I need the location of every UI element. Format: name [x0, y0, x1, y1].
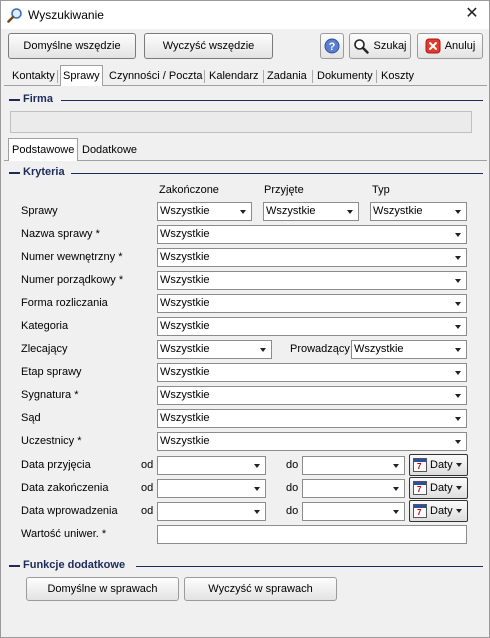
col-header-przyjete: Przyjęte	[264, 184, 304, 196]
przyjete-select[interactable]	[263, 202, 359, 221]
chevron-down-icon[interactable]	[450, 203, 466, 220]
search-icon	[353, 38, 369, 54]
forma-rozliczania-label: Forma rozliczania	[21, 297, 108, 309]
tab-czynnosci-poczta[interactable]: Czynności / Poczta	[109, 70, 203, 82]
chevron-down-icon[interactable]	[450, 433, 466, 450]
zakonczone-value: Wszystkie	[160, 205, 210, 217]
clear-in-cases-button[interactable]	[184, 577, 337, 601]
od-label: od	[141, 505, 154, 517]
search-button[interactable]	[349, 33, 411, 59]
help-button[interactable]	[320, 33, 344, 59]
do-label: do	[286, 482, 299, 494]
data-wprowadzenia-from[interactable]	[157, 502, 266, 521]
tab-zadania[interactable]: Zadania	[267, 70, 307, 82]
window-title: Wyszukiwanie	[28, 8, 104, 22]
forma-rozliczania-value: Wszystkie	[160, 297, 210, 309]
clear-everywhere-label: Wyczyść wszędzie	[162, 40, 255, 52]
zlecajacy-label: Zlecający	[21, 343, 68, 355]
zlecajacy-select[interactable]	[157, 340, 272, 359]
uczestnicy-select[interactable]	[157, 432, 467, 451]
firma-field	[10, 111, 472, 133]
tab-sprawy[interactable]: Sprawy	[60, 65, 103, 86]
sprawy-label: Sprawy	[21, 205, 58, 217]
tab-separator	[312, 70, 313, 83]
chevron-down-icon[interactable]	[388, 503, 404, 520]
uczestnicy-value: Wszystkie	[160, 435, 210, 447]
forma-rozliczania-select[interactable]	[157, 294, 467, 313]
col-header-zakonczone: Zakończone	[159, 184, 219, 196]
nazwa-sprawy-value: Wszystkie	[160, 228, 210, 240]
data-zakonczenia-from[interactable]	[157, 479, 266, 498]
kryteria-section-title: Kryteria	[20, 166, 68, 178]
sygnatura-select[interactable]	[157, 386, 467, 405]
prowadzacy-label: Prowadzący	[290, 343, 350, 355]
przyjete-value: Wszystkie	[266, 205, 316, 217]
do-label: do	[286, 459, 299, 471]
calendar-icon	[413, 458, 427, 472]
subtab-dodatkowe[interactable]: Dodatkowe	[82, 144, 138, 156]
daty-button[interactable]	[409, 500, 468, 522]
chevron-down-icon[interactable]	[450, 226, 466, 243]
magnifier-icon	[7, 7, 23, 23]
chevron-down-icon[interactable]	[450, 249, 466, 266]
funkcje-section-title: Funkcje dodatkowe	[20, 559, 128, 571]
clear-everywhere-button[interactable]	[144, 33, 273, 59]
chevron-down-icon[interactable]	[388, 480, 404, 497]
kategoria-value: Wszystkie	[160, 320, 210, 332]
clear-in-cases-label: Wyczyść w sprawach	[208, 583, 313, 595]
tab-dokumenty[interactable]: Dokumenty	[317, 70, 373, 82]
section-marker	[9, 172, 20, 174]
data-zakonczenia-label: Data zakończenia	[21, 482, 109, 494]
data-wprowadzenia-label: Data wprowadzenia	[21, 505, 118, 517]
chevron-down-icon[interactable]	[450, 410, 466, 427]
defaults-in-cases-label: Domyślne w sprawach	[47, 583, 158, 595]
chevron-down-icon[interactable]	[235, 203, 251, 220]
firma-section-title: Firma	[20, 93, 56, 105]
section-marker	[9, 99, 20, 101]
sygnatura-label: Sygnatura *	[21, 389, 79, 401]
data-wprowadzenia-to[interactable]	[302, 502, 405, 521]
etap-sprawy-value: Wszystkie	[160, 366, 210, 378]
numer-wewnetrzny-label: Numer wewnętrzny *	[21, 251, 123, 263]
chevron-down-icon[interactable]	[450, 295, 466, 312]
kategoria-select[interactable]	[157, 317, 467, 336]
caret-down-icon	[456, 486, 462, 490]
tab-separator	[263, 70, 264, 83]
chevron-down-icon[interactable]	[249, 480, 265, 497]
help-icon	[324, 38, 340, 54]
kategoria-label: Kategoria	[21, 320, 69, 332]
do-label: do	[286, 505, 299, 517]
subtab-podstawowe[interactable]: Podstawowe	[8, 138, 78, 161]
od-label: od	[141, 459, 154, 471]
typ-select[interactable]	[370, 202, 467, 221]
prowadzacy-select[interactable]	[351, 340, 467, 359]
chevron-down-icon[interactable]	[342, 203, 358, 220]
daty-label: Daty	[430, 459, 453, 471]
prowadzacy-value: Wszystkie	[354, 343, 404, 355]
section-line	[71, 173, 483, 174]
data-przyjecia-label: Data przyjęcia	[21, 459, 91, 471]
calendar-icon	[413, 481, 427, 495]
caret-down-icon	[456, 509, 462, 513]
uczestnicy-label: Uczestnicy *	[21, 435, 82, 447]
numer-porzadkowy-label: Numer porządkowy *	[21, 274, 124, 286]
typ-value: Wszystkie	[373, 205, 423, 217]
daty-button[interactable]	[409, 477, 468, 499]
defaults-everywhere-label: Domyślne wszędzie	[23, 40, 121, 52]
chevron-down-icon[interactable]	[450, 364, 466, 381]
numer-wewnetrzny-select[interactable]	[157, 248, 467, 267]
search-label: Szukaj	[373, 40, 407, 52]
tab-kalendarz[interactable]: Kalendarz	[209, 70, 259, 82]
zakonczone-select[interactable]	[157, 202, 252, 221]
caret-down-icon	[456, 463, 462, 467]
chevron-down-icon[interactable]	[450, 341, 466, 358]
section-line	[61, 100, 483, 101]
cancel-icon	[425, 38, 441, 54]
wartosc-uniwer-label: Wartość uniwer. *	[21, 528, 107, 540]
od-label: od	[141, 482, 154, 494]
title-bar	[1, 1, 489, 29]
zlecajacy-value: Wszystkie	[160, 343, 210, 355]
col-header-typ: Typ	[372, 184, 390, 196]
tab-kontakty[interactable]: Kontakty	[12, 70, 55, 82]
daty-button[interactable]	[409, 454, 468, 476]
tab-koszty[interactable]: Koszty	[381, 70, 415, 82]
daty-label: Daty	[430, 505, 453, 517]
tab-separator	[57, 70, 58, 83]
daty-label: Daty	[430, 482, 453, 494]
etap-sprawy-label: Etap sprawy	[21, 366, 82, 378]
calendar-icon	[413, 504, 427, 518]
nazwa-sprawy-select[interactable]	[157, 225, 467, 244]
nazwa-sprawy-label: Nazwa sprawy *	[21, 228, 100, 240]
close-icon[interactable]: ✕	[465, 5, 479, 22]
section-line	[136, 566, 483, 567]
chevron-down-icon[interactable]	[450, 318, 466, 335]
numer-porzadkowy-select[interactable]	[157, 271, 467, 290]
data-przyjecia-from[interactable]	[157, 456, 266, 475]
numer-wewnetrzny-value: Wszystkie	[160, 251, 210, 263]
cancel-label: Anuluj	[444, 40, 476, 52]
wartosc-uniwer-input[interactable]	[157, 525, 467, 544]
data-przyjecia-to[interactable]	[302, 456, 405, 475]
chevron-down-icon[interactable]	[249, 503, 265, 520]
tab-separator	[376, 70, 377, 83]
chevron-down-icon[interactable]	[255, 341, 271, 358]
section-marker	[9, 565, 20, 567]
chevron-down-icon[interactable]	[450, 272, 466, 289]
numer-porzadkowy-value: Wszystkie	[160, 274, 210, 286]
defaults-in-cases-button[interactable]	[26, 577, 179, 601]
svg-text:?: ?	[328, 41, 336, 53]
chevron-down-icon[interactable]	[249, 457, 265, 474]
etap-sprawy-select[interactable]	[157, 363, 467, 382]
cancel-button[interactable]	[417, 33, 483, 59]
sad-select[interactable]	[157, 409, 467, 428]
chevron-down-icon[interactable]	[388, 457, 404, 474]
data-zakonczenia-to[interactable]	[302, 479, 405, 498]
defaults-everywhere-button[interactable]	[8, 33, 136, 59]
sad-label: Sąd	[21, 412, 41, 424]
chevron-down-icon[interactable]	[450, 387, 466, 404]
sygnatura-value: Wszystkie	[160, 389, 210, 401]
tab-separator	[204, 70, 205, 83]
sad-value: Wszystkie	[160, 412, 210, 424]
